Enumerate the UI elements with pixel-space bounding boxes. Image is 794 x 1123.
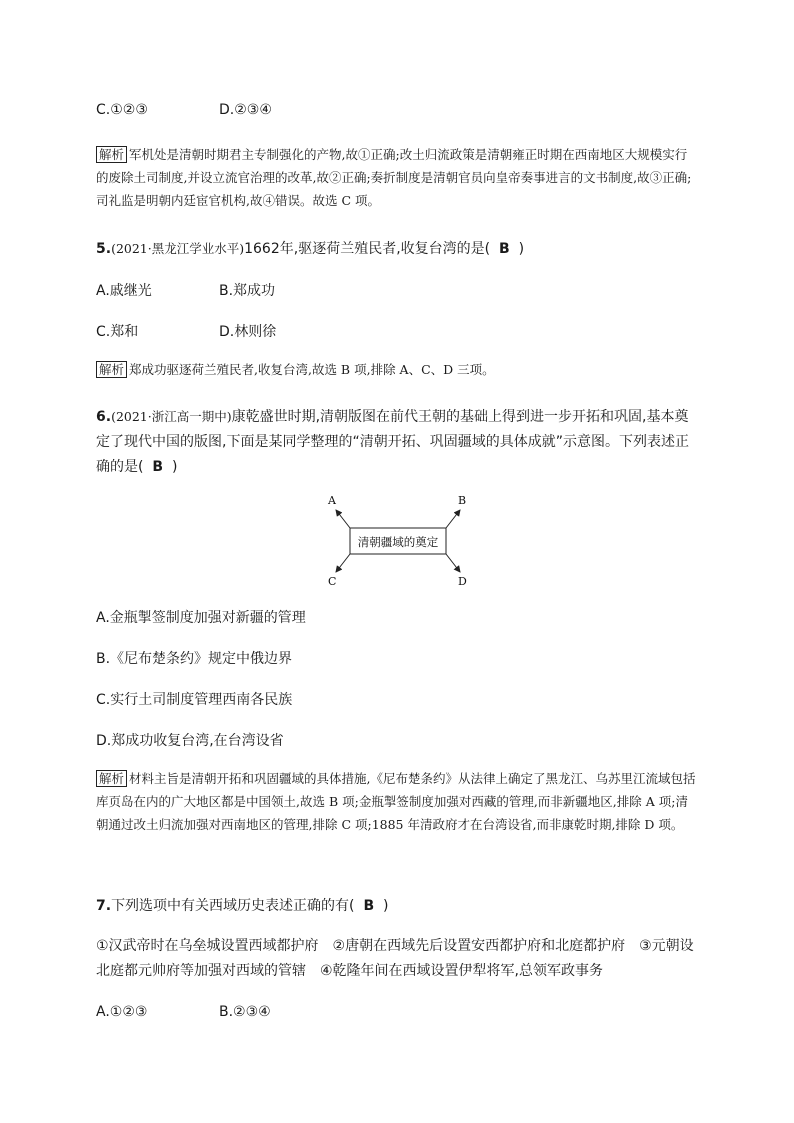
q7-stem xyxy=(96,895,388,915)
analysis-tag: 解析 xyxy=(96,361,127,378)
q6-answer: B xyxy=(152,459,164,475)
q6-option-b: B.《尼布楚条约》规定中俄边界 xyxy=(96,651,293,667)
q5-option-d: D.林则徐 xyxy=(219,324,277,340)
q5-option-c: C.郑和 xyxy=(96,324,139,340)
q5-number: 5. xyxy=(96,241,112,257)
diagram-label-c: C xyxy=(328,575,337,588)
q7-answer: B xyxy=(363,898,375,914)
diagram-arrow-d xyxy=(446,554,460,572)
q5-analysis-text: 郑成功驱逐荷兰殖民者,收复台湾,故选 B 项,排除 A、C、D 三项。 xyxy=(129,362,495,377)
q6-stem xyxy=(96,404,696,480)
diagram-arrow-b xyxy=(446,510,460,528)
diagram-label-d: D xyxy=(458,575,467,588)
q6-close: ) xyxy=(171,459,178,475)
q4-option-c: C.①②③ xyxy=(96,102,148,118)
q7-option-b: B.②③④ xyxy=(219,1004,271,1020)
q4-analysis-text: 军机处是清朝时期君主专制强化的产物,故①正确;改土归流政策是清朝雍正时期在西南地区大规模实行的废除土司制度,并设立流官治理的改革,故②正确;奏折制度是清朝官员向皇帝奏事进言的文书制度,故③正确;司礼监是明朝内廷宦官机构,故④错误。故选 C 项。 xyxy=(96,147,692,208)
diagram-arrow-c xyxy=(336,554,350,572)
q5-stem xyxy=(96,238,524,258)
q5-answer: B xyxy=(499,241,510,257)
q6-option-c: C.实行土司制度管理西南各民族 xyxy=(96,692,293,708)
q5-option-b: B.郑成功 xyxy=(219,283,276,299)
analysis-tag: 解析 xyxy=(96,146,127,163)
diagram-arrow-a xyxy=(336,510,350,528)
q5-source: (2021·黑龙江学业水平) xyxy=(111,241,245,256)
q7-stem-text: 下列选项中有关西域历史表述正确的有( xyxy=(111,898,355,914)
q4-option-d: D.②③④ xyxy=(219,102,272,118)
analysis-tag: 解析 xyxy=(96,770,127,787)
q6-stem-text: 康乾盛世时期,清朝版图在前代王朝的基础上得到进一步开拓和巩固,基本奠定了现代中国的版图,下面是某同学整理的“清朝开拓、巩固疆域的具体成就”示意图。下列表述正确的是( xyxy=(96,409,689,475)
q6-option-a: A.金瓶掣签制度加强对新疆的管理 xyxy=(96,610,306,626)
q6-analysis-text: 材料主旨是清朝开拓和巩固疆域的具体措施,《尼布楚条约》从法律上确定了黑龙江、乌苏里江流域包括库页岛在内的广大地区都是中国领土,故选 B 项;金瓶掣签制度加强对西藏的管理,而非新疆地区,排除 A 项;清朝通过改土归流加强对西南地区的管理,排除 C 项;1885 年清政府才在台湾设省,而非康乾时期,排除 D 项。 xyxy=(96,771,696,832)
q5-close: ) xyxy=(518,241,525,257)
diagram-center-label: 清朝疆域的奠定 xyxy=(357,535,439,549)
q5-option-a: A.戚继光 xyxy=(96,283,152,299)
q7-number: 7. xyxy=(96,898,112,914)
q5-stem-text: 1662年,驱逐荷兰殖民者,收复台湾的是( xyxy=(244,241,491,257)
q4-analysis xyxy=(96,143,696,212)
q6-diagram xyxy=(320,488,480,590)
q6-analysis xyxy=(96,767,696,836)
q6-option-d: D.郑成功收复台湾,在台湾设省 xyxy=(96,733,284,749)
q6-number: 6. xyxy=(96,409,112,425)
diagram-label-a: A xyxy=(328,494,336,507)
q5-analysis xyxy=(96,358,696,381)
q6-source: (2021·浙江高一期中) xyxy=(111,409,232,424)
q7-statements: ①汉武帝时在乌垒城设置西域都护府 ②唐朝在西域先后设置安西都护府和北庭都护府 ③元朝设北庭都元帅府等加强对西域的管辖 ④乾隆年间在西域设置伊犁将军,总领军政事务 xyxy=(96,938,694,979)
diagram-label-b: B xyxy=(458,494,467,507)
q7-option-a: A.①②③ xyxy=(96,1004,148,1020)
q7-close: ) xyxy=(383,898,389,914)
